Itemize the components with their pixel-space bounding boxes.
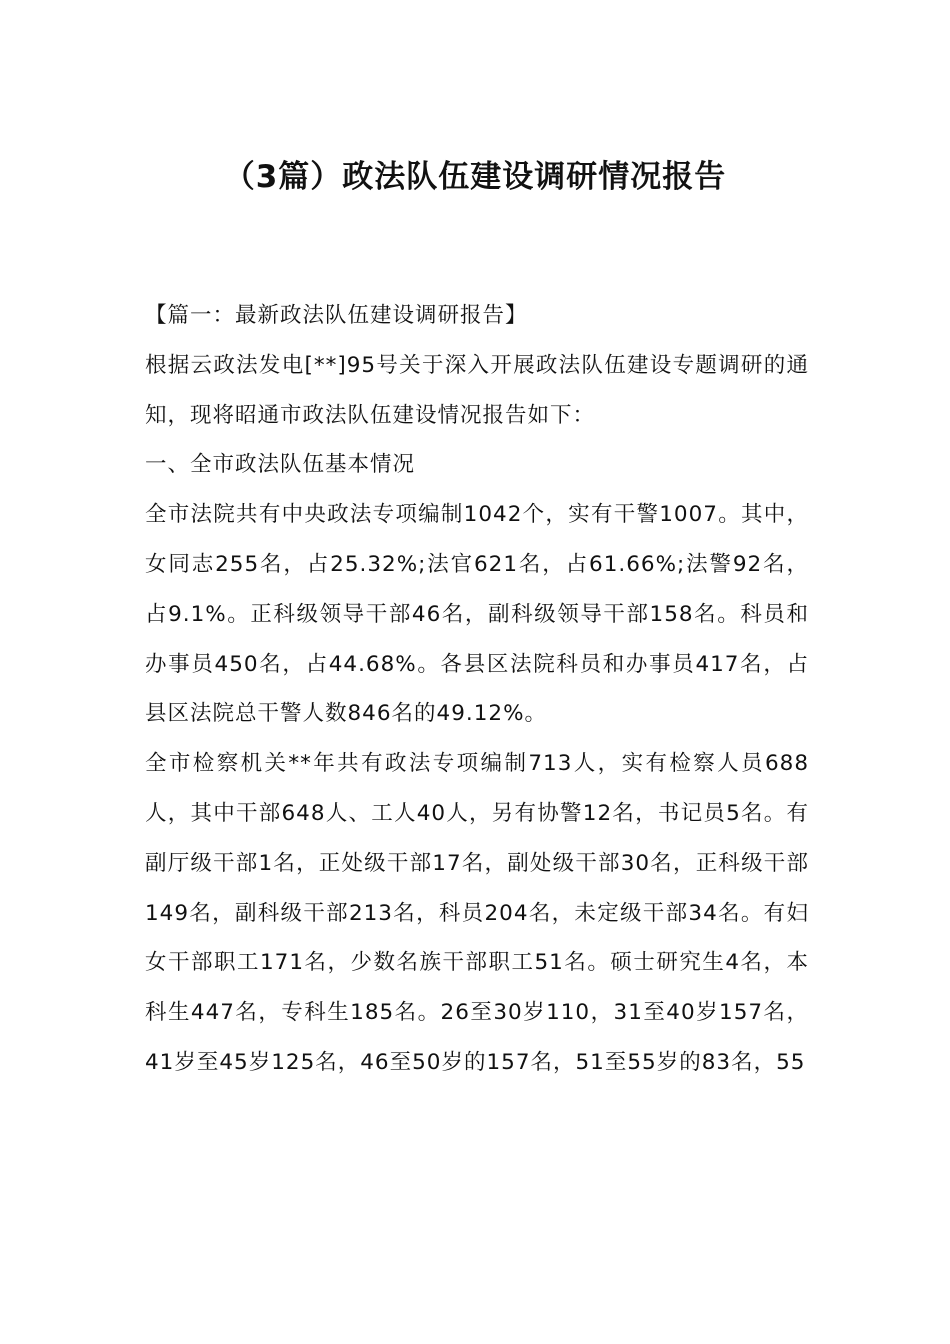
- paragraph-intro: 根据云政法发电[**]95号关于深入开展政法队伍建设专题调研的通知，现将昭通市政法队伍建设情况报告如下：: [145, 352, 809, 428]
- paragraph-procuratorate-staff: 全市检察机关**年共有政法专项编制713人，实有检察人员688人，其中干部648人、工人40人，另有协警12名，书记员5名。有副厅级干部1名，正处级干部17名，副处级干部30名，正科级干部149名，副科级干部213名，科员204名，未定级干部34名。有妇女干部职工171名，少数名族干部职工51名。硕士研究生4名，本科生447名，专科生185名。26至30岁110，31至40岁157名，41岁至45岁125名，46至50岁的157名，51至55岁的83名，55: [145, 751, 809, 1075]
- document-body: [145, 291, 809, 1088]
- document-title: （3篇）政法队伍建设调研情况报告: [223, 159, 727, 195]
- paragraph-court-staff: 全市法院共有中央政法专项编制1042个，实有干警1007。其中，女同志255名，占25.32%;法官621名，占61.66%;法警92名，占9.1%。正科级领导干部46名，副科级领导干部158名。科员和办事员450名，占44.68%。各县区法院科员和办事员417名，占县区法院总干警人数846名的49.12%。: [145, 502, 809, 727]
- paragraph-subheading: 一、全市政法队伍基本情况: [145, 452, 416, 478]
- section-heading: 【篇一：最新政法队伍建设调研报告】: [145, 303, 528, 328]
